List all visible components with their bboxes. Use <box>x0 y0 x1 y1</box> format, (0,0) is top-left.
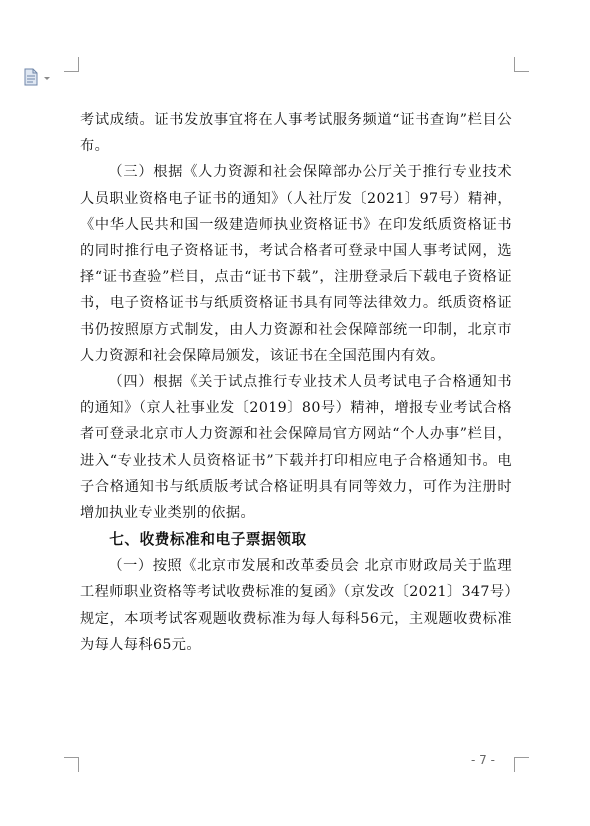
paragraph-fee-standard: （一）按照《北京市发展和改革委员会 北京市财政局关于监理工程师职业资格等考试收费标准的复函》（京发改〔2021〕347号）规定，本项考试客观题收费标准为每人每科56元，主观题收费标准为每人每科65元。 <box>80 558 512 653</box>
paragraph-electronic-certificate: （三）根据《人力资源和社会保障部办公厅关于推行专业技术人员职业资格电子证书的通知》（人社厅发〔2021〕97号）精神，《中华人民共和国一级建造师执业资格证书》在印发纸质资格证书的同时推行电子资格证书，考试合格者可登录中国人事考试网，选择“证书查验”栏目，点击“证书下载”，注册登录后下载电子资格证书，电子资格证书与纸质资格证书具有同等法律效力。纸质资格证书仍按照原方式制发，由人力资源和社会保障部统一印制，北京市人力资源和社会保障局颁发，该证书在全国范围内有效。 <box>80 164 512 364</box>
section-heading-fees: 七、收费标准和电子票据领取 <box>109 531 307 549</box>
paragraph-electronic-notice: （四）根据《关于试点推行专业技术人员考试电子合格通知书的通知》（京人社事业发〔2019〕80号）精神，增报专业考试合格者可登录北京市人力资源和社会保障局官方网站“个人办事”栏目，进入“专业技术人员资格证书”下载并打印相应电子合格通知书。电子合格通知书与纸质版考试合格证明具有同等效力，可作为注册时增加执业专业类别的依据。 <box>80 374 512 522</box>
document-icon[interactable] <box>22 68 54 86</box>
paragraph-results-notice: 考试成绩。证书发放事宜将在人事考试服务频道“证书查询”栏目公布。 <box>80 112 512 155</box>
crop-mark-bottom-right <box>514 757 529 772</box>
crop-mark-bottom-left <box>64 757 79 772</box>
crop-mark-top-right <box>514 57 529 72</box>
document-body <box>80 107 512 658</box>
crop-mark-top-left <box>64 57 79 72</box>
page-number: - 7 - <box>471 753 495 767</box>
